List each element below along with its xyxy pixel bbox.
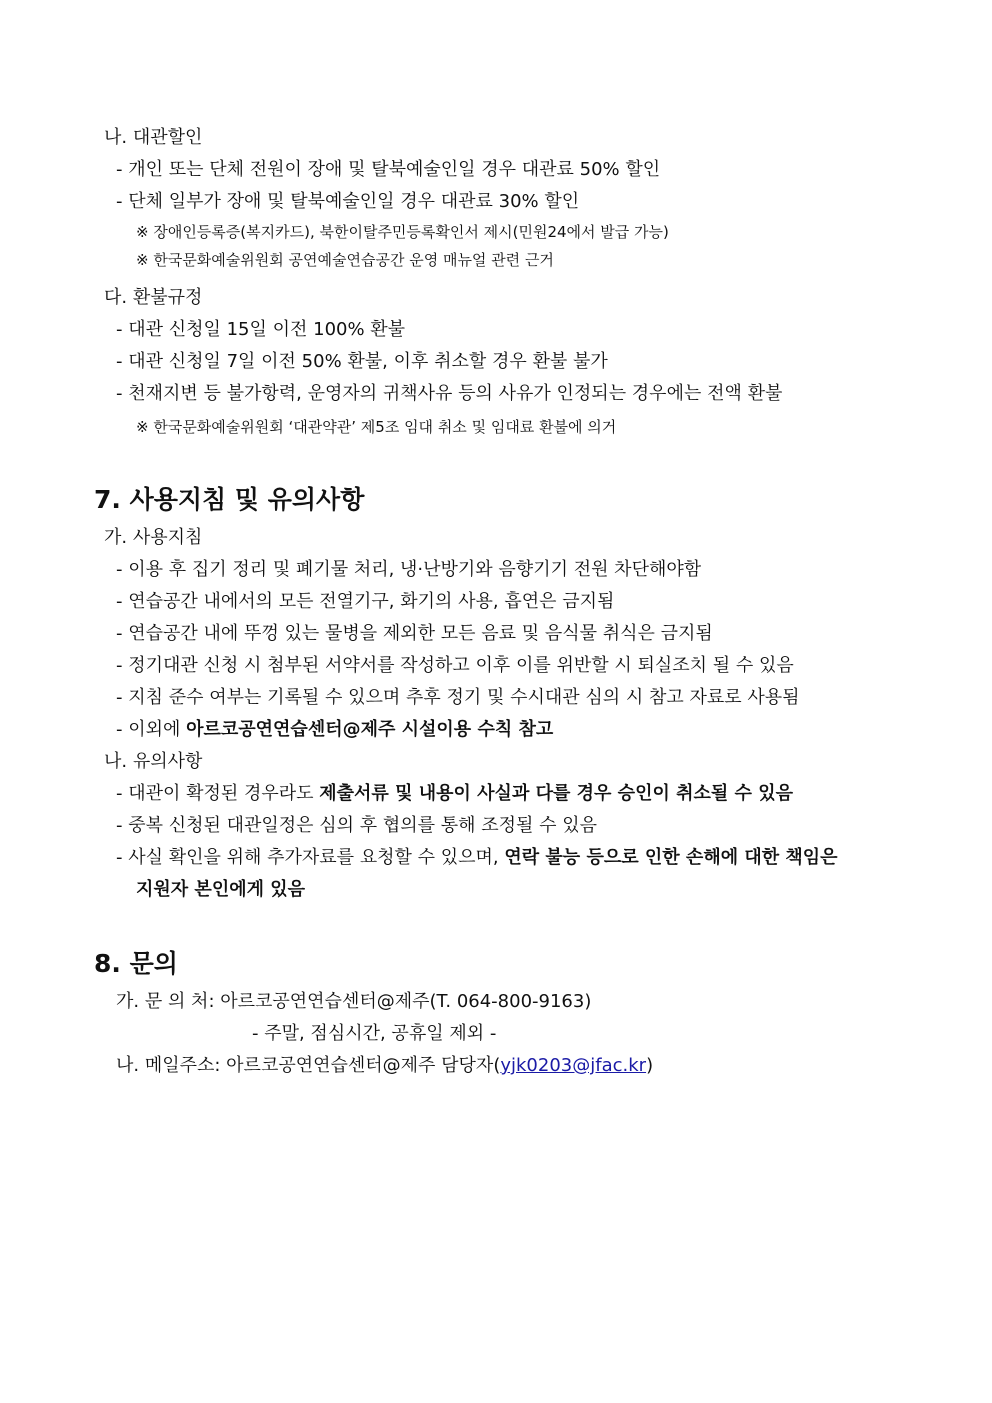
mail-suffix: ) [646,1055,654,1076]
caution-item-continuation: 지원자 본인에게 있음 [136,879,306,900]
guide-item: - 연습공간 내에서의 모든 전열기구, 화기의 사용, 흡연은 금지됨 [116,591,615,612]
refund-item: - 천재지변 등 불가항력, 운영자의 귀책사유 등의 사유가 인정되는 경우에는 전액 환불 [116,383,783,404]
caution-item-prefix: - 사실 확인을 위해 추가자료를 요청할 수 있으며, [116,847,505,868]
refund-title: 다. 환불규정 [104,287,203,308]
caution-item-bold: 연락 불능 등으로 인한 손해에 대한 책임은 [504,847,838,868]
guide-item-last-prefix: - 이외에 [116,719,187,740]
discount-title: 나. 대관할인 [104,127,203,148]
section8-heading: 8. 문의 [94,949,178,978]
guide-item: - 정기대관 신청 시 첨부된 서약서를 작성하고 이후 이를 위반할 시 퇴실조치 될 수 있음 [116,655,794,676]
discount-item: - 단체 일부가 장애 및 탈북예술인일 경우 대관료 30% 할인 [116,191,580,212]
caution-item [116,782,793,806]
refund-item: - 대관 신청일 7일 이전 50% 환불, 이후 취소할 경우 환불 불가 [116,351,608,372]
caution-item-prefix: - 대관이 확정된 경우라도 [116,783,320,804]
guide-item: - 지침 준수 여부는 기록될 수 있으며 추후 정기 및 수시대관 심의 시 참고 자료로 사용됨 [116,687,800,708]
contact-value: 아르코공연연습센터@제주(T. 064-800-9163) [220,991,592,1012]
refund-item: - 대관 신청일 15일 이전 100% 환불 [116,319,406,340]
caution-item: - 중복 신청된 대관일정은 심의 후 협의를 통해 조정될 수 있음 [116,815,598,836]
caution-title: 나. 유의사항 [104,751,203,772]
contact-label: 가. 문 의 처: [116,991,221,1012]
guide-title: 가. 사용지침 [104,527,203,548]
guide-item: - 연습공간 내에 뚜껑 있는 물병을 제외한 모든 음료 및 음식물 취식은 금지됨 [116,623,713,644]
mail-prefix: 아르코공연연습센터@제주 담당자( [226,1055,501,1076]
mail-line [116,1054,653,1078]
discount-note: ※ 장애인등록증(복지카드), 북한이탈주민등록확인서 제시(민원24에서 발급 가능) [136,223,669,241]
contact-note: - 주말, 점심시간, 공휴일 제외 - [252,1023,497,1044]
guide-item: - 이용 후 집기 정리 및 폐기물 처리, 냉·난방기와 음향기기 전원 차단해야함 [116,559,702,580]
discount-note: ※ 한국문화예술위원회 공연예술연습공간 운영 매뉴얼 관련 근거 [136,251,554,269]
contact-line [116,990,591,1014]
section7-heading: 7. 사용지침 및 유의사항 [94,485,365,514]
refund-note: ※ 한국문화예술위원회 ‘대관약관’ 제5조 임대 취소 및 임대료 환불에 의거 [136,418,617,436]
guide-item-last [116,718,553,742]
caution-item-bold: 제출서류 및 내용이 사실과 다를 경우 승인이 취소될 수 있음 [319,783,793,804]
caution-item [116,846,838,870]
mail-label: 나. 메일주소: [116,1055,227,1076]
mail-link[interactable]: yjk0203@jfac.kr [500,1055,647,1076]
guide-item-last-bold: 아르코공연연습센터@제주 시설이용 수칙 참고 [186,719,554,740]
discount-item: - 개인 또는 단체 전원이 장애 및 탈북예술인일 경우 대관료 50% 할인 [116,159,661,180]
